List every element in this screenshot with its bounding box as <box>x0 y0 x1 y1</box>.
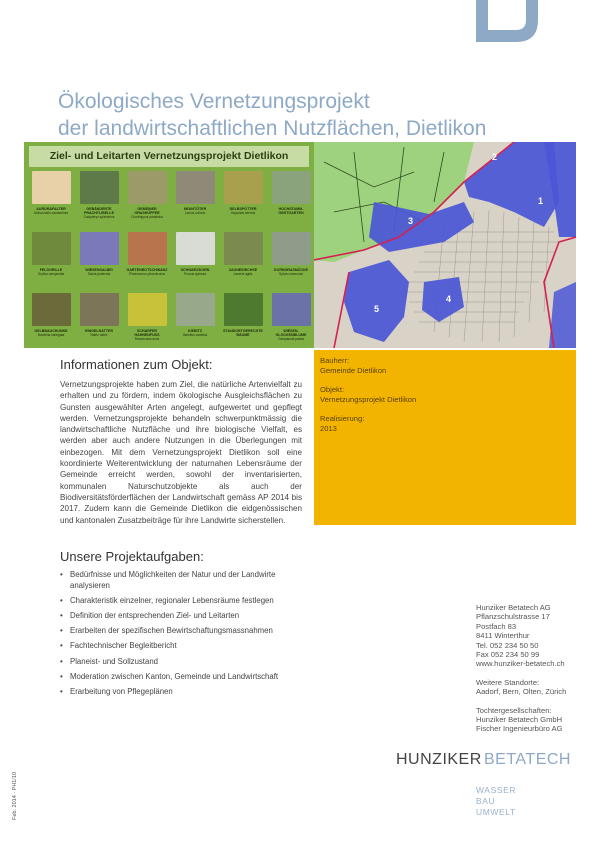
species-photo <box>128 171 167 204</box>
realisierung-label: Realisierung: <box>320 414 365 423</box>
species-name: DORNGRASMÜCKE <box>273 268 309 272</box>
tagline-3: UMWELT <box>476 807 516 817</box>
street: Pflanzschulstrasse 17 <box>476 612 550 622</box>
species-card <box>221 293 265 354</box>
website-link[interactable]: www.hunziker-betatech.ch <box>476 659 565 669</box>
city: 8411 Winterthur <box>476 631 530 641</box>
info-heading: Informationen zum Objekt: <box>60 357 213 372</box>
subsidiary-1: Hunziker Betatech GmbH <box>476 715 563 725</box>
species-card <box>173 293 217 354</box>
species-latin-name: Natrix natrix <box>90 333 108 338</box>
species-latin-name: Anthocharis cardamines <box>33 211 69 216</box>
page-title <box>58 88 578 142</box>
tagline-1: WASSER <box>476 785 517 795</box>
species-name: SCHWARZDORN <box>180 268 210 272</box>
species-photo <box>272 293 311 326</box>
species-name: GELBBAUCHUNKE <box>34 329 68 333</box>
title-line-1: Ökologisches Vernetzungsprojekt <box>58 90 370 113</box>
species-photo <box>272 232 311 265</box>
species-name: HOCHSTAMM-OBSTGARTEN <box>278 207 304 216</box>
species-latin-name: Calopteryx splendens <box>83 215 115 220</box>
species-name: STANDORTGERECHTE BÄUME <box>223 329 263 338</box>
species-card <box>173 171 217 232</box>
postbox: Postfach 83 <box>476 621 517 631</box>
species-name: GARTENROTSCHWANZ <box>126 268 168 272</box>
species-name: RINGELNATTER <box>85 329 113 333</box>
species-name: SCHARFER HAHNENFUSS <box>134 329 160 338</box>
contact-block <box>476 603 586 734</box>
species-latin-name: Prunus spinosa <box>184 272 206 277</box>
species-photo <box>128 293 167 326</box>
species-card <box>269 293 313 354</box>
subsidiaries-label: Tochtergesellschaften: <box>476 705 552 715</box>
species-latin-name: Vanellus vanellus <box>182 333 208 338</box>
species-photo <box>80 232 119 265</box>
species-name: GEBÄNDERTE PRACHTLIBELLE <box>84 207 114 216</box>
species-card <box>269 171 313 232</box>
species-name: GELBSPÖTTER <box>229 207 257 211</box>
document-code: Feb. 2014 · PH1/10 <box>12 771 18 820</box>
task-item: • Bedürfnisse und Möglichkeiten der Natur und der Landwirte analysieren <box>60 570 286 591</box>
species-poster <box>24 142 314 348</box>
tagline-2: BAU <box>476 796 496 806</box>
bauherr-label: Bauherr: <box>320 356 350 365</box>
species-name: GEMEINER GRASHÜPFER <box>134 207 160 216</box>
species-card <box>269 232 313 293</box>
species-latin-name: Phoenicurus phoenicurus <box>129 272 165 277</box>
species-latin-name: Campanula patula <box>278 337 304 342</box>
locations-label: Weitere Standorte: <box>476 677 540 687</box>
species-latin-name: Bombina variegata <box>37 333 65 338</box>
species-name: WIESENSALBEI <box>85 268 113 272</box>
logo-part-1: HUNZIKER <box>396 751 482 768</box>
info-paragraph: Vernetzungsprojekte haben zum Ziel, die natürliche Artenvielfalt zu erhalten und zu fördern, indem ökologische Ausgleichsflächen zu Gunsten ausgewählter Arten angelegt, aufgewertet und gepflegt werden. Vernetzungsprojekte behandeln schwerpunktmässig die landwirtschaftliche Nutzfläche und ihre biologische Vielfalt, es werden aber auch andere Nutzungen in die Überlegungen mit einbezogen. Mit dem Vernetzungsprojekt Dietlikon soll eine koordinierte Weiterentwicklung der naturnahen Lebensräume der Gemeinde erreicht werden, sowohl der inventarisierten, kommunalen Naturschutzobjekte als auch der Biodiversitätsförderflächen der Landwirtschaft gemäss AP 2014 bis 2017. Zudem kann die Gemeinde Dietlikon die eidgenössischen und kantonalen Zusatzbeiträge für ihre Landwirte sicherstellen. <box>60 380 302 525</box>
species-photo <box>128 232 167 265</box>
task-item: • Planeist- und Sollzustand <box>60 657 286 668</box>
species-card <box>77 232 121 293</box>
map-label-2: 2 <box>492 152 498 162</box>
locations: Aadorf, Bern, Olten, Zürich <box>476 687 567 697</box>
logo-part-2: BETATECH <box>484 751 571 768</box>
company-logo <box>396 747 581 771</box>
species-photo <box>176 293 215 326</box>
objekt-value: Vernetzungsprojekt Dietlikon <box>320 395 417 404</box>
fax: Fax 052 234 50 99 <box>476 650 540 660</box>
species-latin-name: Ranunculus acris <box>134 337 160 342</box>
map-label-5: 5 <box>374 304 380 314</box>
title-line-2: der landwirtschaftlichen Nutzflächen, Dietlikon <box>58 117 487 140</box>
species-latin-name: Sylvia communis <box>279 272 303 277</box>
species-card <box>125 293 169 354</box>
species-card <box>125 171 169 232</box>
project-details-box <box>314 350 576 525</box>
species-name: FELDGRILLE <box>39 268 63 272</box>
species-name: ZAUNEIDECHSE <box>228 268 258 272</box>
bauherr-value: Gemeinde Dietlikon <box>320 366 387 375</box>
species-photo <box>224 232 263 265</box>
subsidiary-2: Fischer Ingenieurbüro AG <box>476 724 563 734</box>
species-latin-name: Gryllus campestris <box>37 272 65 277</box>
task-item: • Charakteristik einzelner, regionaler Lebensräume festlegen <box>60 596 286 607</box>
species-latin-name: Lanius collurio <box>184 211 206 216</box>
species-card <box>125 232 169 293</box>
species-photo <box>224 171 263 204</box>
species-photo <box>32 171 71 204</box>
species-photo <box>80 171 119 204</box>
species-grid <box>29 171 309 354</box>
species-photo <box>272 171 311 204</box>
task-item: • Moderation zwischen Kanton, Gemeinde und Landwirtschaft <box>60 672 286 683</box>
species-name: AURORAFALTER <box>36 207 66 211</box>
task-item: • Erarbeiten der spezifischen Bewirtschaftungsmassnahmen <box>60 626 286 637</box>
taglines <box>476 785 516 818</box>
species-photo <box>80 293 119 326</box>
map-label-4: 4 <box>446 294 452 304</box>
species-card <box>29 293 73 354</box>
brand-mark-icon <box>476 0 538 42</box>
project-map <box>314 142 576 348</box>
species-card <box>29 232 73 293</box>
phone: Tel. 052 234 50 50 <box>476 640 539 650</box>
species-card <box>77 171 121 232</box>
company-name: Hunziker Betatech AG <box>476 603 551 612</box>
map-label-1: 1 <box>538 196 544 206</box>
species-name: NEUNTÖTER <box>183 207 207 211</box>
species-card <box>29 171 73 232</box>
species-photo <box>32 293 71 326</box>
species-latin-name: Hippolais icterina <box>230 211 256 216</box>
species-name: KIEBITZ <box>188 329 202 333</box>
task-item: • Erarbeitung von Pflegeplänen <box>60 687 286 698</box>
species-photo <box>176 232 215 265</box>
task-item: • Definition der entsprechenden Ziel- und Leitarten <box>60 611 286 622</box>
species-card <box>77 293 121 354</box>
species-latin-name: Lacerta agilis <box>233 272 253 277</box>
species-card <box>221 171 265 232</box>
species-latin-name: Chorthippus parallelus <box>131 215 163 220</box>
species-photo <box>224 293 263 326</box>
realisierung-value: 2013 <box>320 424 337 433</box>
poster-title: Ziel- und Leitarten Vernetzungsprojekt Dietlikon <box>29 146 309 167</box>
task-item: • Fachtechnischer Begleitbericht <box>60 641 286 652</box>
species-latin-name: Salvia pratensis <box>87 272 111 277</box>
tasks-list <box>60 570 286 702</box>
objekt-label: Objekt: <box>320 385 345 394</box>
species-card <box>221 232 265 293</box>
species-name: WIESEN-GLOCKENBLUME <box>275 329 307 338</box>
species-photo <box>32 232 71 265</box>
map-label-3: 3 <box>408 216 414 226</box>
species-photo <box>176 171 215 204</box>
species-card <box>173 232 217 293</box>
tasks-heading: Unsere Projektaufgaben: <box>60 549 204 564</box>
info-body <box>60 379 302 526</box>
